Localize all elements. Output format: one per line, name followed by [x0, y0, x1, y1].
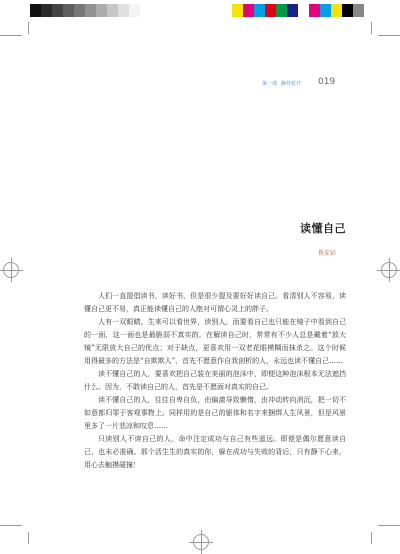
gray-swatch — [52, 4, 63, 17]
color-swatch — [232, 4, 243, 17]
crop-mark — [0, 35, 22, 36]
article-author: 佚安彩 — [318, 250, 337, 257]
crop-mark — [0, 525, 22, 526]
paragraph: 只读别人不读自己的人，命中注定成功与自己有些遥远。即便是偶尔愿意读自己，也未必准确。那个活生生的真实的你，躲在成功与失败的背后，只有静下心来，用心去触摸碰撞！ — [84, 435, 346, 469]
gray-swatch — [63, 4, 74, 17]
paragraph: 人有一双眼睛，生来可以看世界，读别人，而要看自己也只能在镜子中看到自己的一面，这一面也是最脆弱不真实的。在解读自己时，常常有不少人总是戴着“放大镜”无限放大自己的优点；对于缺点，更喜欢用一双老花眼模糊而抹杀之。这个时候用得最多的方法是“自欺欺人”，首先不愿意作自我剖析的人，永远也读不懂自己…… — [84, 318, 346, 365]
crop-mark — [378, 35, 400, 36]
grayscale-calibration-bar — [30, 4, 140, 17]
running-head — [262, 80, 301, 87]
color-swatch — [353, 4, 364, 17]
registration-mark-left — [3, 262, 19, 278]
paragraph: 读不懂自己的人，要喜欢把自己装在美丽的泡沫中，即便这种泡沫根本无法遮挡什么。因为，不敢读自己的人，首先是不愿面对真实的自己。 — [84, 370, 346, 391]
color-calibration-bar — [232, 4, 364, 17]
crop-mark — [28, 22, 29, 34]
running-head-section: 静待花开 — [281, 81, 302, 87]
color-swatch — [254, 4, 265, 17]
color-swatch — [298, 4, 309, 17]
gray-swatch — [85, 4, 96, 17]
paragraph: 人们一直提倡读书，读好书，但是很少提及要好好读自己。看清别人不容易，读懂自己更不易，真正能读懂自己的人绝对可谓心灵上的胖子。 — [84, 292, 346, 313]
crop-mark — [28, 532, 29, 544]
gray-swatch — [129, 4, 140, 17]
page-number: 019 — [318, 77, 336, 87]
color-swatch — [331, 4, 342, 17]
crop-mark — [371, 22, 372, 34]
crop-mark — [371, 532, 372, 544]
article-title: 读懂自己 — [300, 222, 346, 235]
gray-swatch — [96, 4, 107, 17]
gray-swatch — [74, 4, 85, 17]
gray-swatch — [118, 4, 129, 17]
running-head-chapter: 第一部 — [262, 81, 278, 87]
color-swatch — [265, 4, 276, 17]
color-swatch — [243, 4, 254, 17]
gray-swatch — [30, 4, 41, 17]
gray-swatch — [41, 4, 52, 17]
color-swatch — [320, 4, 331, 17]
color-swatch — [276, 4, 287, 17]
crop-mark — [378, 525, 400, 526]
registration-mark-right — [381, 262, 397, 278]
color-swatch — [342, 4, 353, 17]
color-swatch — [309, 4, 320, 17]
article-body — [84, 290, 346, 472]
gray-swatch — [107, 4, 118, 17]
paragraph: 读不懂自己的人，往往自卑自负，由偏激导致懒惰，由冲动转向消沉，把一切不如意都归罪于客观事物上。同样用的是自己的躯体和名字来捆绑人生风景，但是风景里多了一片悲凉和叹息…… — [84, 396, 346, 430]
registration-mark-bottom — [193, 534, 209, 550]
color-swatch — [287, 4, 298, 17]
